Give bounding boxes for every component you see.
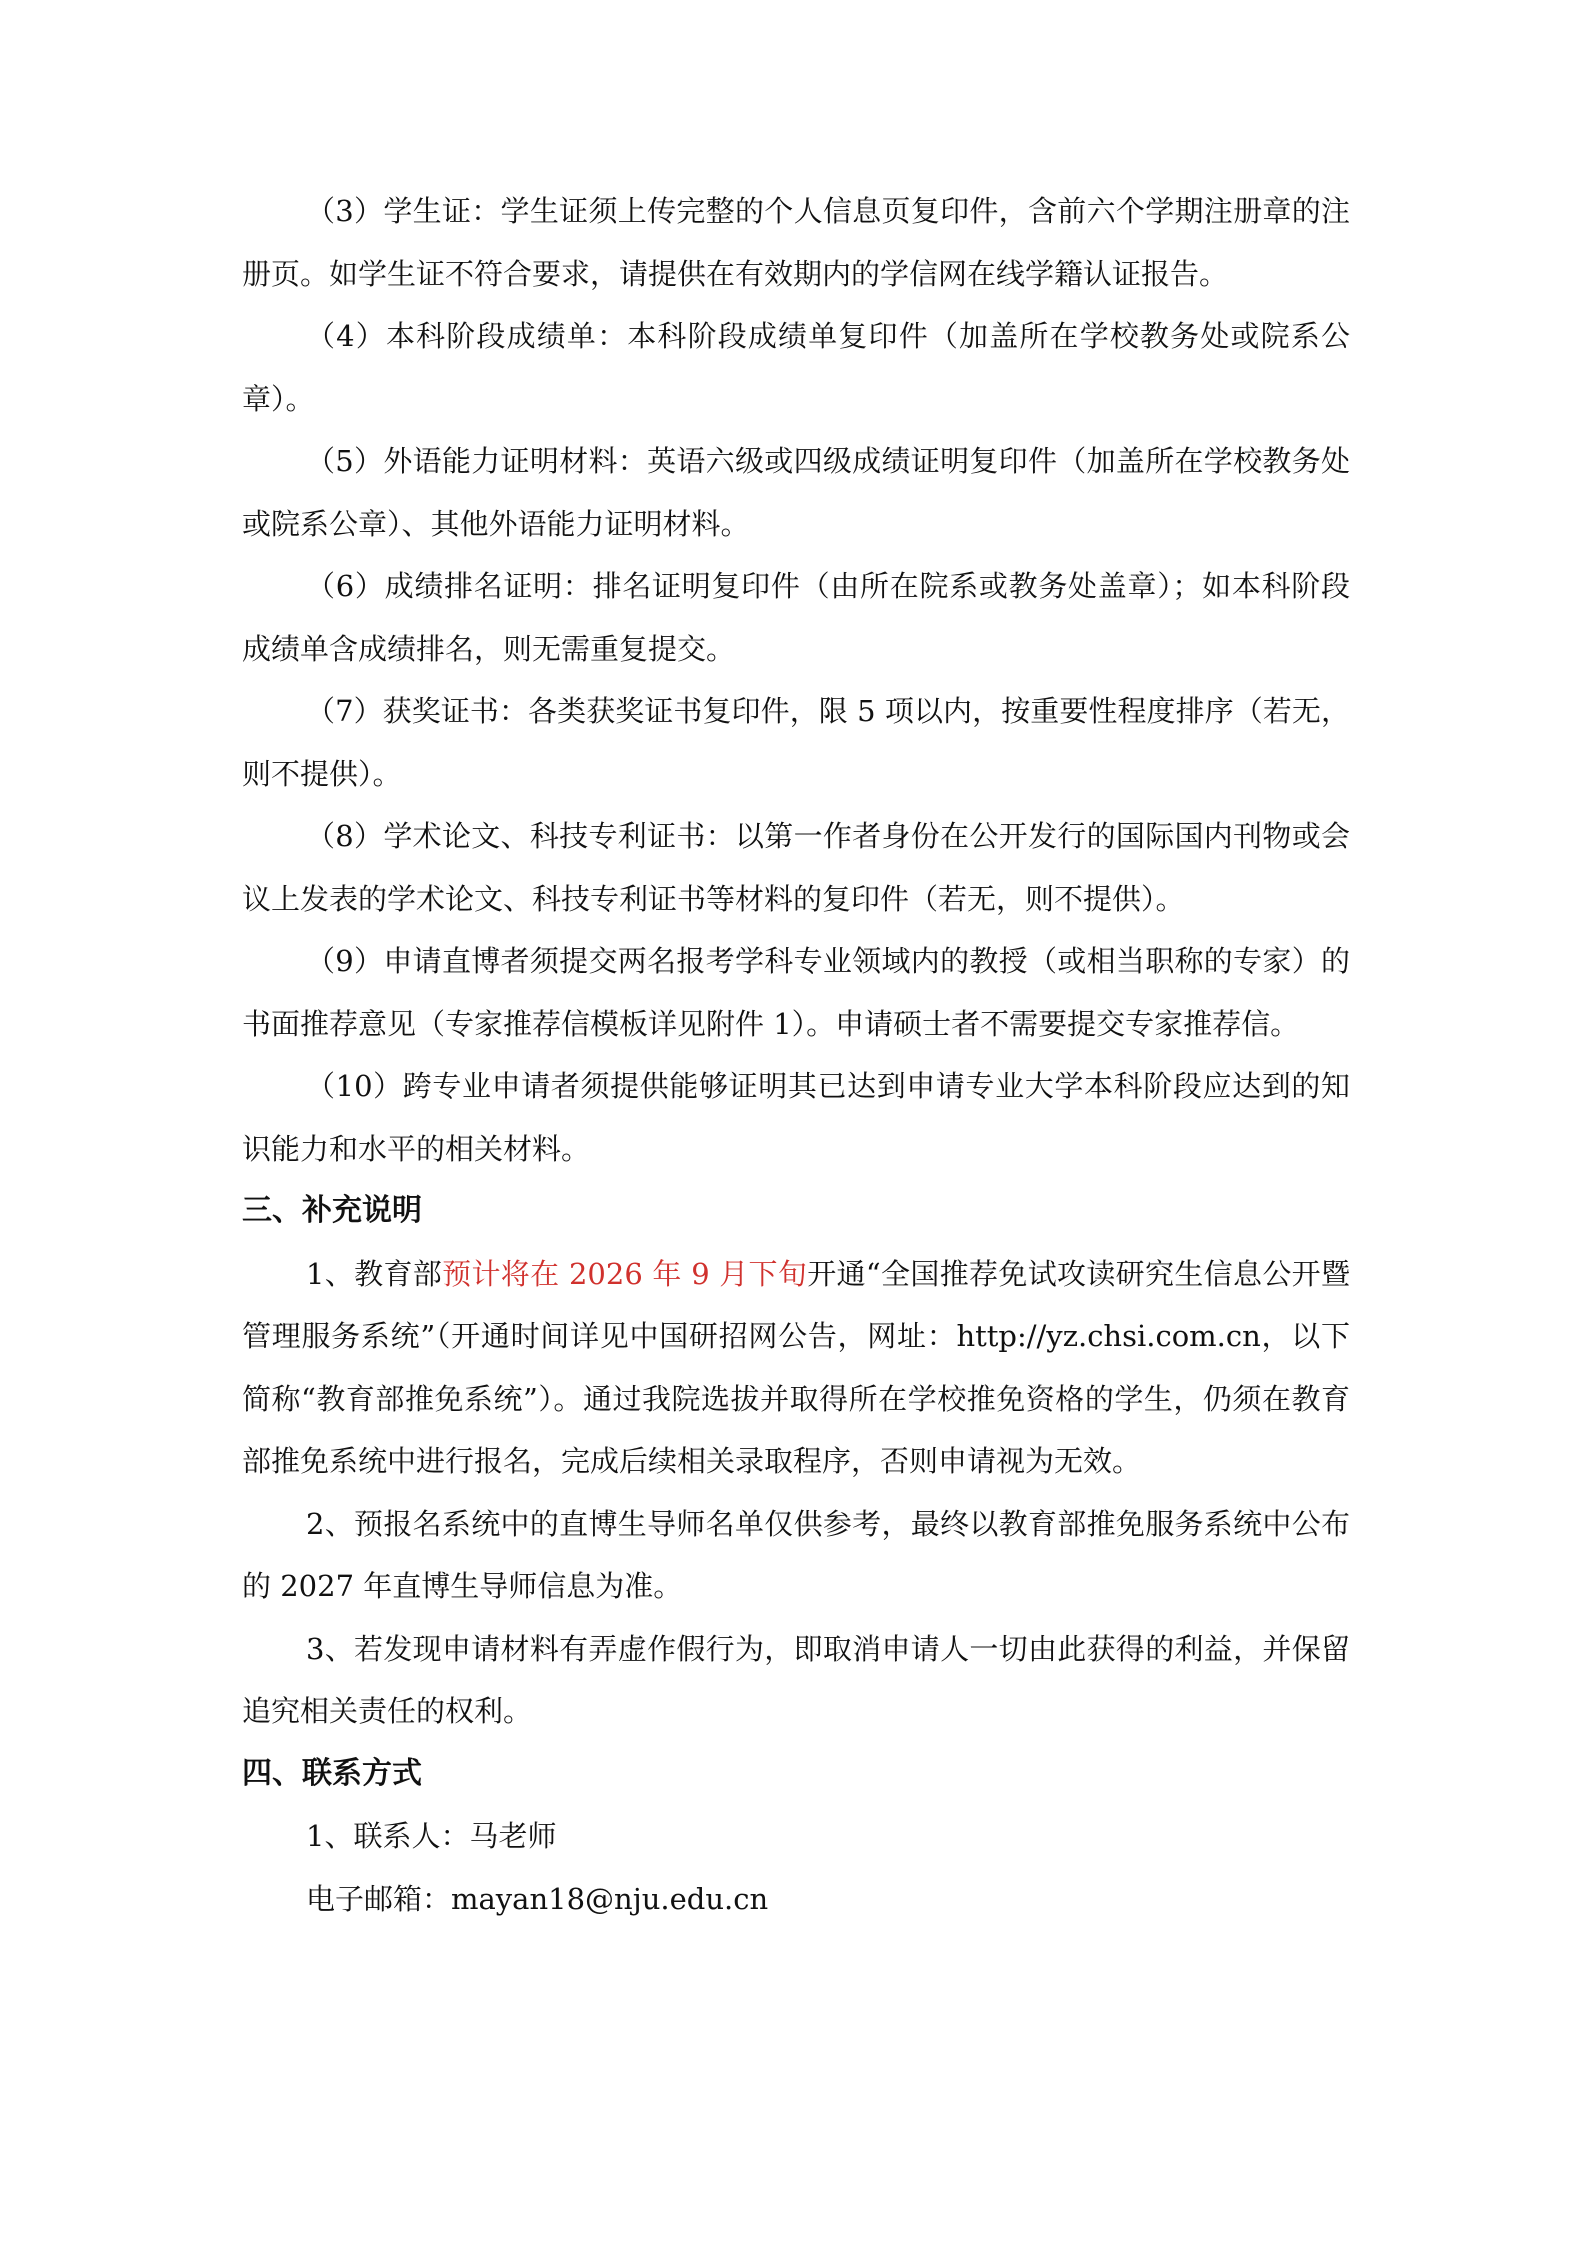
materials-item-10: （10）跨专业申请者须提供能够证明其已达到申请专业大学本科阶段应达到的知识能力和水平的相关材料。: [242, 1069, 1350, 1166]
materials-item-5: （5）外语能力证明材料：英语六级或四级成绩证明复印件（加盖所在学校教务处或院系公章）、其他外语能力证明材料。: [242, 444, 1350, 541]
contact-email: 电子邮箱：mayan18@nju.edu.cn: [306, 1881, 769, 1916]
section-4-heading: 四、联系方式: [242, 1755, 422, 1791]
supplement-item-3: 3、若发现申请材料有弄虚作假行为，即取消申请人一切由此获得的利益，并保留追究相关责任的权利。: [242, 1631, 1350, 1728]
contact-person: 1、联系人：马老师: [306, 1819, 557, 1853]
materials-item-7: （7）获奖证书：各类获奖证书复印件，限 5 项以内，按重要性程度排序（若无，则不提供）。: [242, 694, 1350, 791]
supplement-item-2: 2、预报名系统中的直博生导师名单仅供参考，最终以教育部推免服务系统中公布的 2027 年直博生导师信息为准。: [242, 1506, 1350, 1603]
materials-item-3: （3）学生证：学生证须上传完整的个人信息页复印件，含前六个学期注册章的注册页。如学生证不符合要求，请提供在有效期内的学信网在线学籍认证报告。: [242, 194, 1350, 291]
section-3-heading: 三、补充说明: [242, 1193, 422, 1228]
materials-item-8: （8）学术论文、科技专利证书：以第一作者身份在公开发行的国际国内刊物或会议上发表的学术论文、科技专利证书等材料的复印件（若无，则不提供）。: [242, 819, 1350, 916]
document-body: [242, 180, 1350, 1930]
supplement-item-1-rest: 开通“全国推荐免试攻读研究生信息公开暨管理服务系统”（开通时间详见中国研招网公告，网址：http://yz.chsi.com.cn，以下简称“教育部推免系统”）。通过我院选拔并取得所在学校推免资格的学生，仍须在教育部推免系统中进行报名，完成后续相关录取程序，否则申请视为无效。: [242, 1256, 1350, 1478]
materials-item-6: （6）成绩排名证明：排名证明复印件（由所在院系或教务处盖章）；如本科阶段成绩单含成绩排名，则无需重复提交。: [242, 569, 1350, 666]
supplement-item-1-prefix: 1、教育部: [306, 1256, 443, 1291]
materials-item-9: （9）申请直博者须提交两名报考学科专业领域内的教授（或相当职称的专家）的书面推荐意见（专家推荐信模板详见附件 1）。申请硕士者不需要提交专家推荐信。: [242, 944, 1350, 1041]
supplement-item-1-highlight: 预计将在 2026 年 9 月下旬: [442, 1256, 808, 1291]
materials-item-4: （4）本科阶段成绩单：本科阶段成绩单复印件（加盖所在学校教务处或院系公章）。: [242, 319, 1350, 416]
supplement-item-1: [242, 1243, 1350, 1493]
